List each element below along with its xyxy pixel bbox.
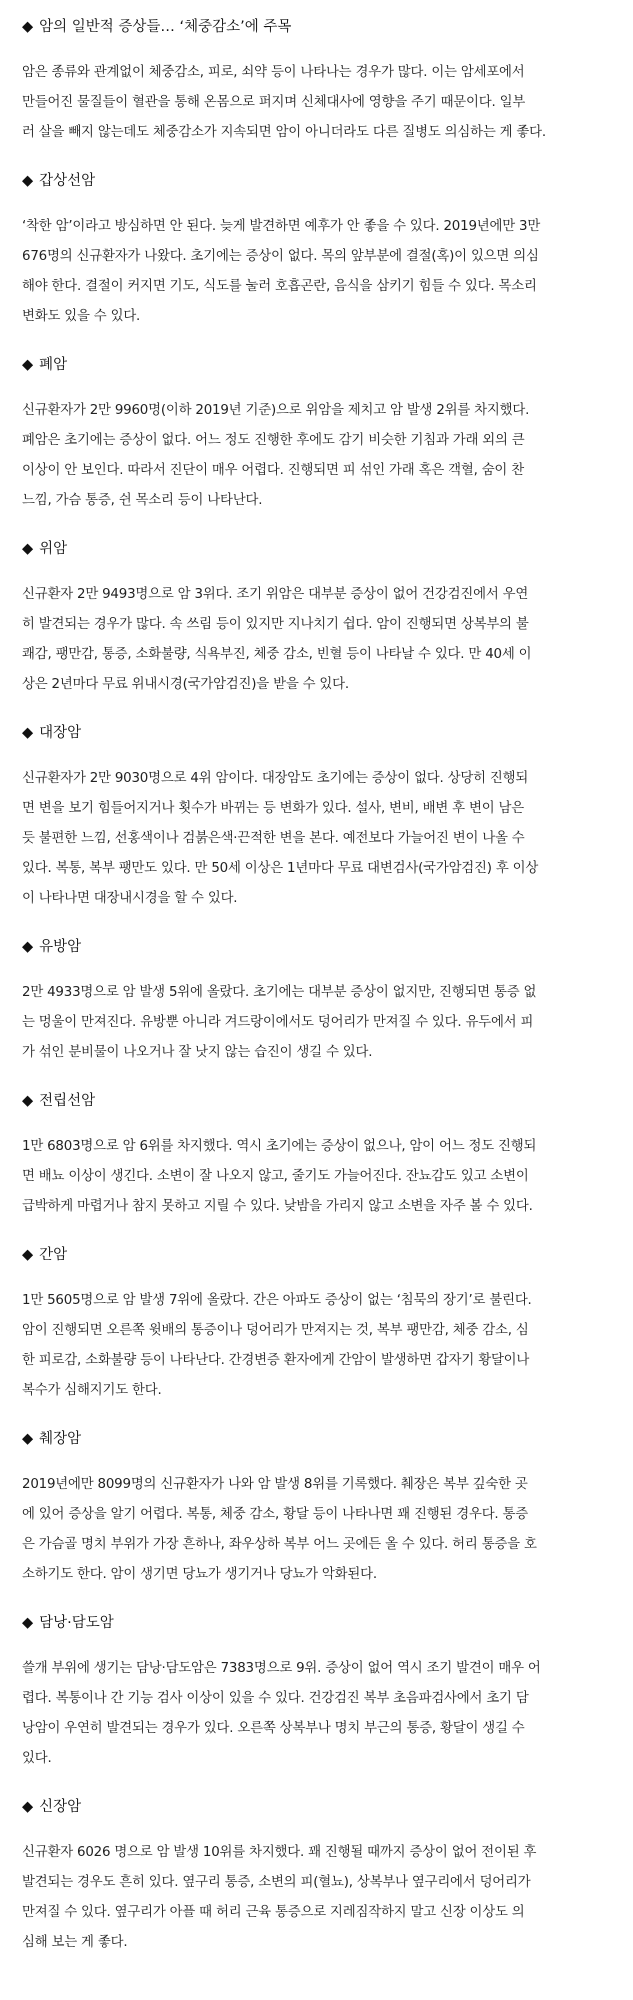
section-heading [22,1794,611,1820]
section-title: 췌장암 [39,1431,82,1447]
paragraph-line: 느낌, 가슴 통증, 쉰 목소리 등이 나타난다. [22,493,263,508]
paragraph-line: 1만 6803명으로 암 6위를 차지했다. 역시 초기에는 증상이 없으나, 암이 어느 정도 진행되 [22,1139,537,1154]
section-title: 폐암 [39,357,68,373]
paragraph-line: 복수가 심해지기도 한다. [22,1383,162,1398]
paragraph-line: 폐암은 초기에는 증상이 없다. 어느 정도 진행한 후에도 감기 비슷한 기침과 가래 외의 큰 [22,433,525,448]
diamond-bullet-icon: ◆ [22,1431,34,1447]
paragraph-line: 급박하게 마렵거나 참지 못하고 지릴 수 있다. 낮밤을 가리지 않고 소변을 자주 볼 수 있다. [22,1199,533,1214]
diamond-bullet-icon: ◆ [22,1799,34,1815]
paragraph-line: 발견되는 경우도 흔히 있다. 옆구리 통증, 소변의 피(혈뇨), 상복부나 옆구리에서 덩어리가 [22,1875,531,1890]
article-section [22,1426,611,1590]
paragraph-line: 2019년에만 8099명의 신규환자가 나와 암 발생 8위를 기록했다. 췌장은 복부 깊숙한 곳 [22,1477,528,1492]
article-section [22,1088,611,1222]
diamond-bullet-icon: ◆ [22,1615,34,1631]
article-section [22,934,611,1068]
section-paragraph [22,1838,611,1958]
paragraph-line: 신규환자가 2만 9960명(이하 2019년 기준)으로 위암을 제치고 암 발생 2위를 차지했다. [22,403,530,418]
section-paragraph [22,764,611,914]
paragraph-line: 면 배뇨 이상이 생긴다. 소변이 잘 나오지 않고, 줄기도 가늘어진다. 잔뇨감도 있고 소변이 [22,1169,529,1184]
section-title: 담낭·담도암 [39,1615,114,1631]
paragraph-line: 쾌감, 팽만감, 통증, 소화불량, 식욕부진, 체중 감소, 빈혈 등이 나타날 수 있다. 만 40세 이 [22,647,532,662]
section-heading [22,352,611,378]
section-title: 대장암 [39,725,82,741]
diamond-bullet-icon: ◆ [22,1093,34,1109]
article-section [22,1794,611,1958]
section-title: 전립선암 [39,1093,96,1109]
paragraph-line: 쓸개 부위에 생기는 담낭·담도암은 7383명으로 9위. 증상이 없어 역시 조기 발견이 매우 어 [22,1661,541,1676]
article-section [22,352,611,516]
diamond-bullet-icon: ◆ [22,173,34,189]
section-heading [22,1088,611,1114]
paragraph-line: 렵다. 복통이나 간 기능 검사 이상이 있을 수 있다. 건강검진 복부 초음파검사에서 초기 담 [22,1691,529,1706]
paragraph-line: 해야 한다. 결절이 커지면 기도, 식도를 눌러 호흡곤란, 음식을 삼키기 힘들 수 있다. 목소리 [22,279,537,294]
section-heading [22,536,611,562]
paragraph-line: 이 나타나면 대장내시경을 할 수 있다. [22,891,238,906]
section-heading [22,1610,611,1636]
section-heading [22,1242,611,1268]
paragraph-line: 히 발견되는 경우가 많다. 속 쓰림 등이 있지만 지나치기 쉽다. 암이 진행되면 상복부의 불 [22,617,529,632]
section-paragraph [22,1654,611,1774]
diamond-bullet-icon: ◆ [22,939,34,955]
paragraph-line: 낭암이 우연히 발견되는 경우가 있다. 오른쪽 상복부나 명치 부근의 통증, 황달이 생길 수 [22,1721,525,1736]
paragraph-line: 변화도 있을 수 있다. [22,309,141,324]
paragraph-line: 소하기도 한다. 암이 생기면 당뇨가 생기거나 당뇨가 악화된다. [22,1567,377,1582]
section-paragraph [22,580,611,700]
paragraph-line: 가 섞인 분비물이 나오거나 잘 낫지 않는 습진이 생길 수 있다. [22,1045,373,1060]
section-heading [22,1426,611,1452]
section-paragraph [22,1470,611,1590]
section-title: 암의 일반적 증상들… ‘체중감소’에 주목 [39,19,292,35]
paragraph-line: 만들어진 물질들이 혈관을 통해 온몸으로 퍼지며 신체대사에 영향을 주기 때문이다. 일부 [22,95,526,110]
paragraph-line: 있다. 복통, 복부 팽만도 있다. 만 50세 이상은 1년마다 무료 대변검사(국가암검진) 후 이상 [22,861,539,876]
paragraph-line: 신규환자 6026 명으로 암 발생 10위를 차지했다. 꽤 진행될 때까지 증상이 없어 전이된 후 [22,1845,537,1860]
section-heading [22,14,611,40]
section-paragraph [22,396,611,516]
paragraph-line: 2만 4933명으로 암 발생 5위에 올랐다. 초기에는 대부분 증상이 없지만, 진행되면 통증 없 [22,985,537,1000]
paragraph-line: 은 가슴골 명치 부위가 가장 흔하나, 좌우상하 복부 어느 곳에든 올 수 있다. 허리 통증을 호 [22,1537,537,1552]
paragraph-line: ‘착한 암’이라고 방심하면 안 된다. 늦게 발견하면 예후가 안 좋을 수 있다. 2019년에만 3만 [22,219,541,234]
paragraph-line: 심해 보는 게 좋다. [22,1935,128,1950]
article-section [22,168,611,332]
paragraph-line: 1만 5605명으로 암 발생 7위에 올랐다. 간은 아파도 증상이 없는 ‘침묵의 장기’로 불린다. [22,1293,532,1308]
diamond-bullet-icon: ◆ [22,1247,34,1263]
diamond-bullet-icon: ◆ [22,357,34,373]
paragraph-line: 신규환자가 2만 9030명으로 4위 암이다. 대장암도 초기에는 증상이 없다. 상당히 진행되 [22,771,529,786]
section-title: 간암 [39,1247,68,1263]
paragraph-line: 에 있어 증상을 알기 어렵다. 복통, 체중 감소, 황달 등이 나타나면 꽤 진행된 경우다. 통증 [22,1507,529,1522]
paragraph-line: 암이 진행되면 오른쪽 윗배의 통증이나 덩어리가 만져지는 것, 복부 팽만감, 체중 감소, 심 [22,1323,529,1338]
section-title: 신장암 [39,1799,82,1815]
section-paragraph [22,58,611,148]
paragraph-line: 듯 불편한 느낌, 선홍색이나 검붉은색·끈적한 변을 본다. 예전보다 가늘어진 변이 나올 수 [22,831,525,846]
article-section [22,14,611,148]
section-heading [22,720,611,746]
diamond-bullet-icon: ◆ [22,541,34,557]
article-section [22,1242,611,1406]
paragraph-line: 676명의 신규환자가 나왔다. 초기에는 증상이 없다. 목의 앞부분에 결절(혹)이 있으면 의심 [22,249,539,264]
section-paragraph [22,1286,611,1406]
paragraph-line: 암은 종류와 관계없이 체중감소, 피로, 쇠약 등이 나타나는 경우가 많다. 이는 암세포에서 [22,65,525,80]
section-paragraph [22,212,611,332]
section-paragraph [22,1132,611,1222]
diamond-bullet-icon: ◆ [22,725,34,741]
paragraph-line: 한 피로감, 소화불량 등이 나타난다. 간경변증 환자에게 간암이 발생하면 갑자기 황달이나 [22,1353,530,1368]
section-title: 유방암 [39,939,82,955]
section-heading [22,934,611,960]
paragraph-line: 신규환자 2만 9493명으로 암 3위다. 조기 위암은 대부분 증상이 없어 건강검진에서 우연 [22,587,529,602]
paragraph-line: 만져질 수 있다. 옆구리가 아플 때 허리 근육 통증으로 지레짐작하지 말고 신장 이상도 의 [22,1905,525,1920]
diamond-bullet-icon: ◆ [22,19,34,35]
paragraph-line: 는 멍울이 만져진다. 유방뿐 아니라 겨드랑이에서도 덩어리가 만져질 수 있다. 유두에서 피 [22,1015,534,1030]
paragraph-line: 이상이 안 보인다. 따라서 진단이 매우 어렵다. 진행되면 피 섞인 가래 혹은 객혈, 숨이 찬 [22,463,524,478]
paragraph-line: 면 변을 보기 힘들어지거나 횟수가 바뀌는 등 변화가 있다. 설사, 변비, 배변 후 변이 남은 [22,801,524,816]
article-section [22,536,611,700]
article-section [22,1610,611,1774]
section-title: 위암 [39,541,68,557]
paragraph-line: 러 살을 빼지 않는데도 체중감소가 지속되면 암이 아니더라도 다른 질병도 의심하는 게 좋다. [22,125,546,140]
section-paragraph [22,978,611,1068]
paragraph-line: 있다. [22,1751,52,1766]
article-section [22,720,611,914]
paragraph-line: 상은 2년마다 무료 위내시경(국가암검진)을 받을 수 있다. [22,677,349,692]
section-title: 갑상선암 [39,173,96,189]
section-heading [22,168,611,194]
